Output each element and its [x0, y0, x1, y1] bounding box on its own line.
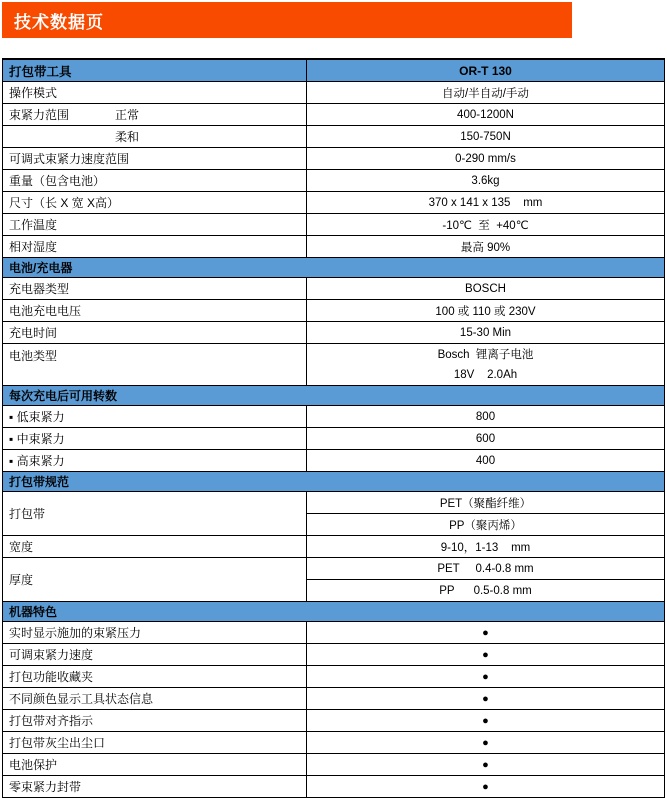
spec-label: 可调束紧力速度	[9, 648, 94, 662]
table-row	[3, 710, 664, 732]
table-row	[3, 536, 664, 558]
spec-value-stack	[307, 492, 664, 535]
feature-dot: ●	[482, 780, 489, 793]
spec-value: 自动/半自动/手动	[442, 87, 529, 100]
section-banner-label: 打包带规范	[9, 475, 70, 489]
spec-label-cell	[3, 170, 307, 191]
spec-label-cell	[3, 710, 307, 731]
spec-label-cell	[3, 776, 307, 797]
spec-label-cell	[3, 278, 307, 299]
spec-table	[2, 58, 665, 798]
spec-value: 800	[475, 410, 496, 423]
table-row	[3, 192, 664, 214]
spec-label: 操作模式	[9, 86, 58, 100]
spec-label-cell	[3, 754, 307, 775]
spec-sublabel: 柔和	[115, 130, 140, 144]
spec-label: 充电器类型	[9, 282, 70, 296]
spec-value: 400	[475, 454, 496, 467]
spec-label: 重量（包含电池）	[9, 174, 106, 188]
table-row	[3, 450, 664, 472]
spec-label: 可调式束紧力速度范围	[9, 152, 130, 166]
spec-value: 150-750N	[460, 130, 511, 143]
feature-dot: ●	[482, 736, 489, 749]
table-row	[3, 428, 664, 450]
table-row	[3, 666, 664, 688]
spec-value: 9-10，1-13 mm	[440, 541, 531, 554]
spec-label-cell	[3, 644, 307, 665]
spec-label-cell	[3, 148, 307, 169]
spec-label-cell	[3, 126, 307, 147]
spec-label: 充电时间	[9, 326, 58, 340]
spec-label: ▪ 中束紧力	[9, 432, 65, 446]
table-row	[3, 688, 664, 710]
section-banner-label: 机器特色	[9, 605, 58, 619]
table-row	[3, 732, 664, 754]
spec-label: 实时显示施加的束紧压力	[9, 626, 142, 640]
spec-label: 零束紧力封带	[9, 780, 82, 794]
table-row	[3, 644, 664, 666]
spec-label-cell	[3, 666, 307, 687]
spec-label-cell	[3, 192, 307, 213]
spec-label: 电池保护	[9, 758, 58, 772]
spec-label-cell	[3, 104, 307, 125]
spec-label: 打包带灰尘出尘口	[9, 736, 106, 750]
feature-dot: ●	[482, 626, 489, 639]
spec-label-cell	[3, 450, 307, 471]
spec-value: 0-290 mm/s	[455, 152, 516, 165]
spec-label-cell	[3, 406, 307, 427]
spec-value: PP 0.5-0.8 mm	[307, 579, 664, 601]
spec-value: -10℃ 至 +40℃	[442, 219, 529, 232]
spec-label-cell	[3, 688, 307, 709]
section-banner-row	[3, 601, 664, 622]
spec-value-stack	[307, 344, 664, 385]
spec-label: 相对湿度	[9, 240, 58, 254]
spec-value: 370 x 141 x 135 mm	[428, 196, 543, 209]
spec-value: PET 0.4-0.8 mm	[437, 562, 534, 575]
section-banner-row	[3, 471, 664, 492]
spec-value-stack	[307, 558, 664, 601]
spec-label-cell	[3, 236, 307, 257]
spec-value: 15-30 Min	[459, 326, 512, 339]
spec-label-cell	[3, 558, 307, 601]
spec-label: 电池充电电压	[9, 304, 82, 318]
spec-label-cell	[3, 300, 307, 321]
spec-value: OR-T 130	[459, 63, 512, 78]
spec-value: 600	[475, 432, 496, 445]
table-row	[3, 754, 664, 776]
spec-label: ▪ 高束紧力	[9, 454, 65, 468]
table-row	[3, 776, 664, 798]
spec-label-cell	[3, 214, 307, 235]
feature-dot: ●	[482, 714, 489, 727]
spec-label-cell	[3, 322, 307, 343]
spec-label: 厚度	[9, 573, 34, 587]
spec-label-cell	[3, 82, 307, 103]
section-banner-row	[3, 257, 664, 278]
table-row	[3, 126, 664, 148]
spec-value: 3.6kg	[471, 174, 500, 187]
table-row	[3, 214, 664, 236]
feature-dot: ●	[482, 758, 489, 771]
table-header-row	[3, 60, 664, 82]
spec-label-cell	[3, 622, 307, 643]
section-banner-label: 电池/充电器	[9, 261, 73, 275]
feature-dot: ●	[482, 692, 489, 705]
page-title-banner	[2, 2, 572, 38]
feature-dot: ●	[482, 670, 489, 683]
spec-label: 打包带工具	[9, 64, 72, 79]
spec-value: PP（聚丙烯）	[307, 513, 664, 535]
spec-label-cell	[3, 732, 307, 753]
table-row	[3, 278, 664, 300]
spec-label: 不同颜色显示工具状态信息	[9, 692, 154, 706]
spec-label-cell	[3, 428, 307, 449]
spec-label: 打包带对齐指示	[9, 714, 94, 728]
spec-label-cell	[3, 536, 307, 557]
spec-value: 400-1200N	[457, 108, 514, 121]
spec-value: 100 或 110 或 230V	[435, 305, 536, 318]
spec-label: 束紧力范围	[9, 108, 70, 122]
table-row	[3, 148, 664, 170]
spec-value: 18V 2.0Ah	[453, 368, 518, 381]
table-row	[3, 170, 664, 192]
table-row	[3, 492, 664, 536]
table-row	[3, 236, 664, 258]
spec-label: 尺寸（长 X 宽 X高）	[9, 196, 120, 210]
spec-label-cell	[3, 344, 307, 385]
table-row	[3, 406, 664, 428]
table-row	[3, 344, 664, 386]
table-row	[3, 558, 664, 602]
spec-label-cell	[3, 60, 307, 81]
spec-label-cell	[3, 492, 307, 535]
spec-label: 工作温度	[9, 218, 58, 232]
spec-label: ▪ 低束紧力	[9, 410, 65, 424]
table-row	[3, 622, 664, 644]
table-row	[3, 300, 664, 322]
spec-value: 最高 90%	[460, 241, 511, 254]
spec-label: 打包功能收藏夹	[9, 670, 94, 684]
section-banner-row	[3, 385, 664, 406]
spec-label: 电池类型	[9, 349, 58, 363]
spec-label: 宽度	[9, 540, 34, 554]
spec-label: 打包带	[9, 507, 46, 521]
spec-sublabel: 正常	[115, 108, 140, 122]
spec-value: BOSCH	[465, 282, 506, 295]
table-row	[3, 104, 664, 126]
spec-value: Bosch 锂离子电池	[437, 349, 534, 362]
table-row	[3, 322, 664, 344]
table-row	[3, 82, 664, 104]
section-banner-label: 每次充电后可用转数	[9, 389, 118, 403]
spec-value: PET（聚酯纤维）	[439, 497, 532, 510]
page-title: 技术数据页	[14, 12, 104, 32]
feature-dot: ●	[482, 648, 489, 661]
